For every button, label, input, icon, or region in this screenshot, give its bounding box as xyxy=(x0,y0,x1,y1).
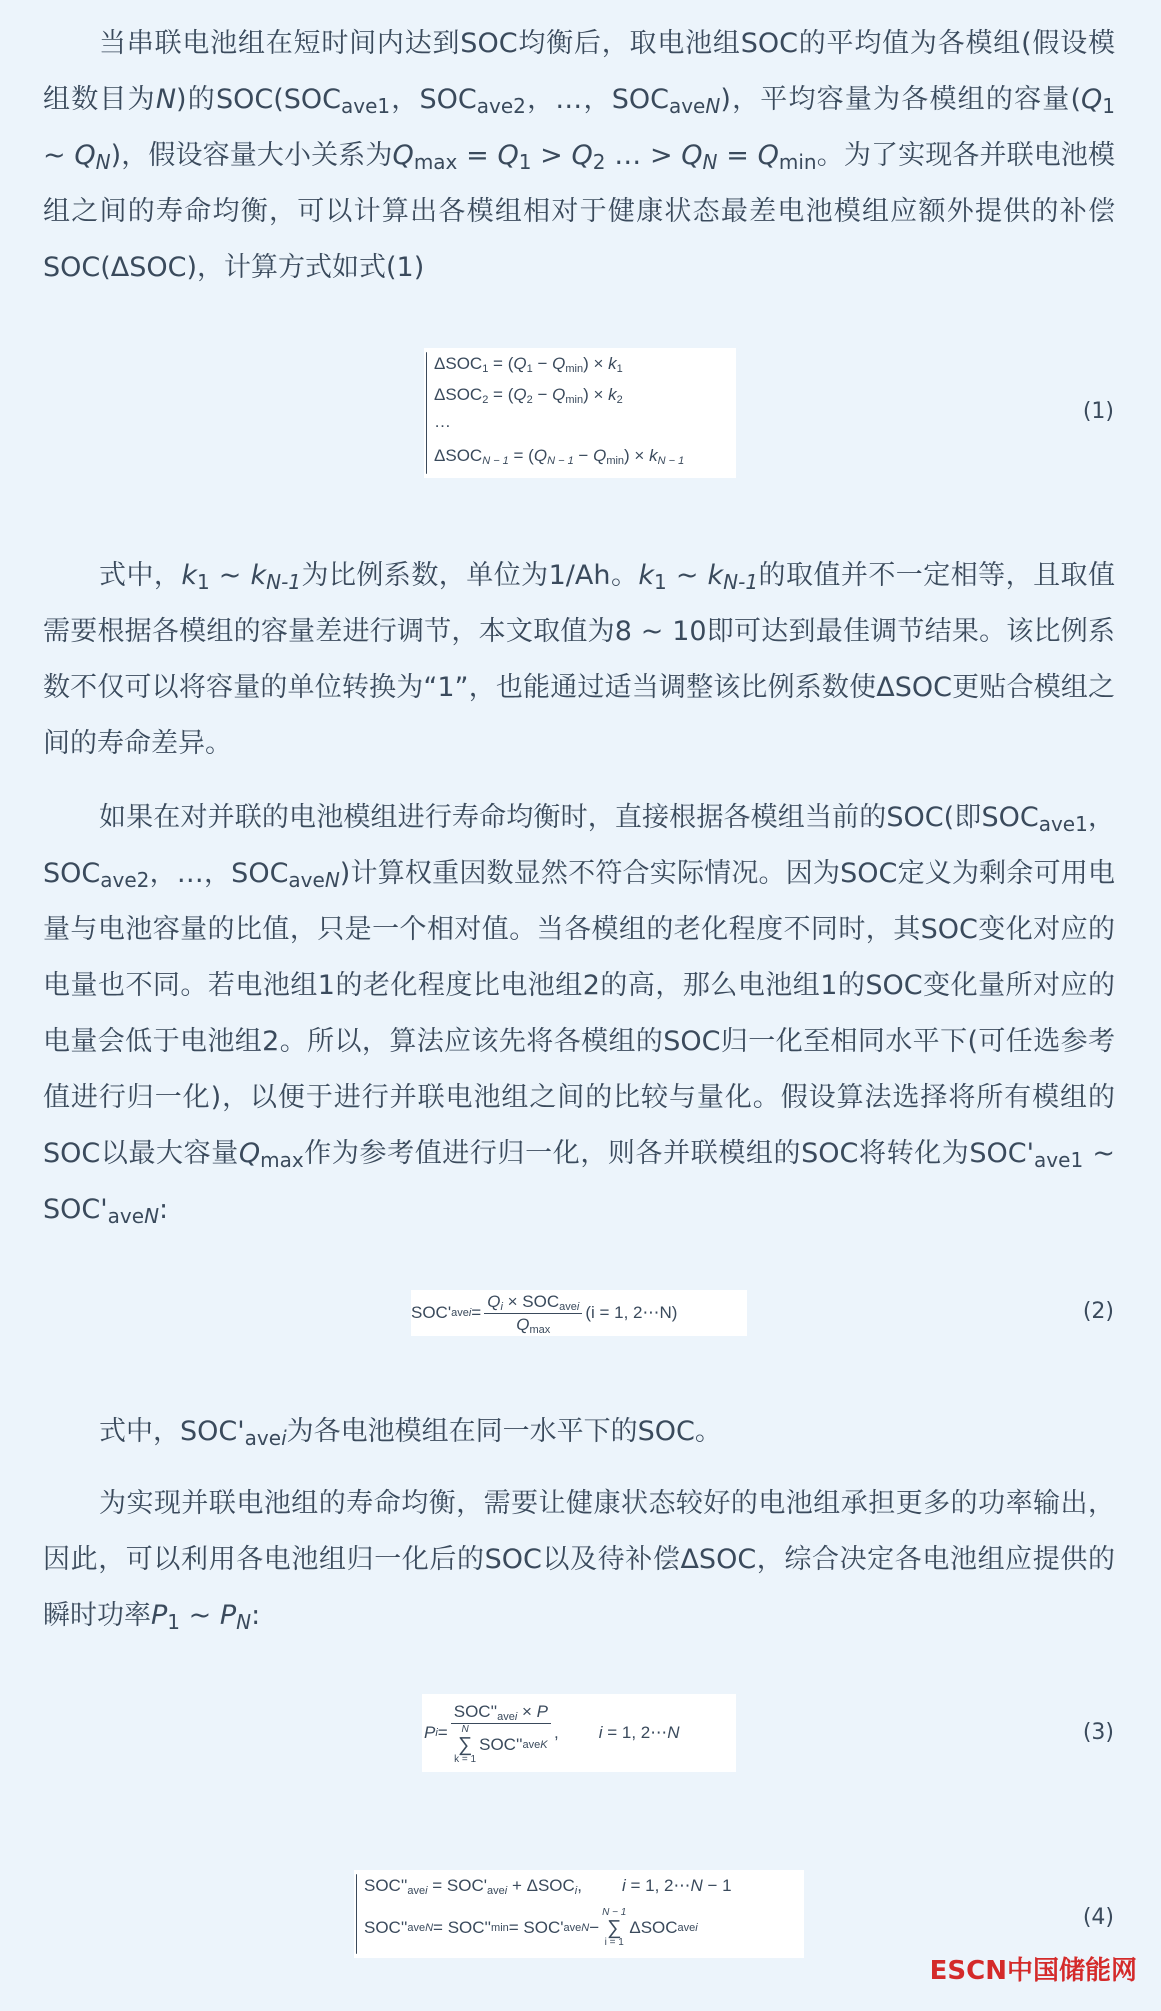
escn-watermark-logo: ESCN中国储能网 xyxy=(929,1956,1137,1986)
equation-2-fraction: $\frac{Q_i \times SOC_{avei}}{Q_{max}}$ xyxy=(484,1292,582,1335)
equation-4-number: (4) xyxy=(1082,1905,1114,1930)
paragraph-1: 当串联电池组在短时间内达到SOC均衡后，取电池组SOC的平均值为各模组(假设模组数目为N)的$SOC(SOC_{ave1}$，$SOC_{ave2}$，…，$SOC_{aveN}$)，平均容量为各模组的容量($Q_1$ ~ $Q_N$)，假设容量大小关系为$Q_{max} = Q_1 > Q_2$ … > $Q_N = Q_{min}$。为了实现各并联电池模组之间的寿命均衡，可以计算出各模组相对于健康状态最差电池模组应额外提供的补偿SOC(ΔSOC)，计算方式如式(1) xyxy=(43,28,1116,283)
equation-2-body: SOC' avei = $\frac{Q_i \times SOC_{avei}}{Q_{max}}$ (i = 1, 2⋯N) xyxy=(411,1291,678,1336)
equation-3-number: (3) xyxy=(1082,1720,1114,1745)
equation-1-line-1: $\Delta SOC_1 = (Q_1 - Q_{min}) \times k_1$ xyxy=(434,354,623,375)
equation-4-line-2: SOC'' aveN = SOC'' min = SOC' aveN − N − 1 ∑ i = 1 ΔSOC avei xyxy=(364,1907,698,1948)
equation-3-fraction: $SOC''_{avei} \times P$ N ∑ k = 1 SOC'' aveK xyxy=(451,1702,551,1765)
equation-4-line-1: $SOC''_{avei} = SOC'_{avei} + \Delta SOC_i$, i = 1, 2⋯N − 1 xyxy=(364,1876,732,1897)
paragraph-2: 式中，$k_1$ ~ $k_{N-1}$为比例系数，单位为1/Ah。$k_1$ ~ $k_{N-1}$的取值并不一定相等，且取值需要根据各模组的容量差进行调节，本文取值为8 ~ 10即可达到最佳调节结果。该比例系数不仅可以将容量的单位转换为“1”，也能通过适当调整该比例系数使ΔSOC更贴合模组之间的寿命差异。 xyxy=(43,560,1116,759)
equation-3-image xyxy=(422,1694,736,1772)
equation-3-body: P i = $SOC''_{avei} \times P$ N ∑ k = 1 SOC'' aveK , i = 1, 2⋯N xyxy=(424,1701,680,1765)
paragraph-3: 如果在对并联的电池模组进行寿命均衡时，直接根据各模组当前的SOC(即$SOC_{ave1}$，$SOC_{ave2}$，…，$SOC_{aveN}$)计算权重因数显然不符合实际情况。因为SOC定义为剩余可用电量与电池容量的比值，只是一个相对值。当各模组的老化程度不同时，其SOC变化对应的电量也不同。若电池组1的老化程度比电池组2的高，那么电池组1的SOC变化量所对应的电量会低于电池组2。所以，算法应该先将各模组的SOC归一化至相同水平下(可任选参考值进行归一化)，以便于进行并联电池组之间的比较与量化。假设算法选择将所有模组的SOC以最大容量$Q_{max}$作为参考值进行归一化，则各并联模组的SOC将转化为$SOC'_{ave1}$ ~ $SOC'_{aveN}$: xyxy=(43,802,1115,1228)
equation-1-line-2: $\Delta SOC_2 = (Q_2 - Q_{min}) \times k_2$ xyxy=(434,385,623,406)
paragraph-4: 式中，$SOC'_{avei}$为各电池模组在同一水平下的SOC。 xyxy=(99,1416,722,1450)
paragraph-5: 为实现并联电池组的寿命均衡，需要让健康状态较好的电池组承担更多的功率输出，因此，可以利用各电池组归一化后的SOC以及待补偿ΔSOC，综合决定各电池组应提供的瞬时功率$P_1$ ~ $P_N$: xyxy=(43,1488,1115,1634)
equation-1-image xyxy=(424,348,736,478)
equation-4-summation: N − 1 ∑ i = 1 xyxy=(602,1907,627,1948)
equation-1-line-4: $\Delta SOC_{N - 1} = (Q_{N - 1} - Q_{min}) \times k_{N - 1}$ xyxy=(434,446,685,467)
equation-1-line-3: … xyxy=(434,412,451,431)
equation-1-number: (1) xyxy=(1082,399,1114,424)
equation-2-image xyxy=(411,1290,747,1336)
equation-3-summation: N ∑ k = 1 xyxy=(454,1723,477,1765)
equation-2-number: (2) xyxy=(1082,1299,1114,1324)
equation-4-image xyxy=(354,1870,804,1958)
